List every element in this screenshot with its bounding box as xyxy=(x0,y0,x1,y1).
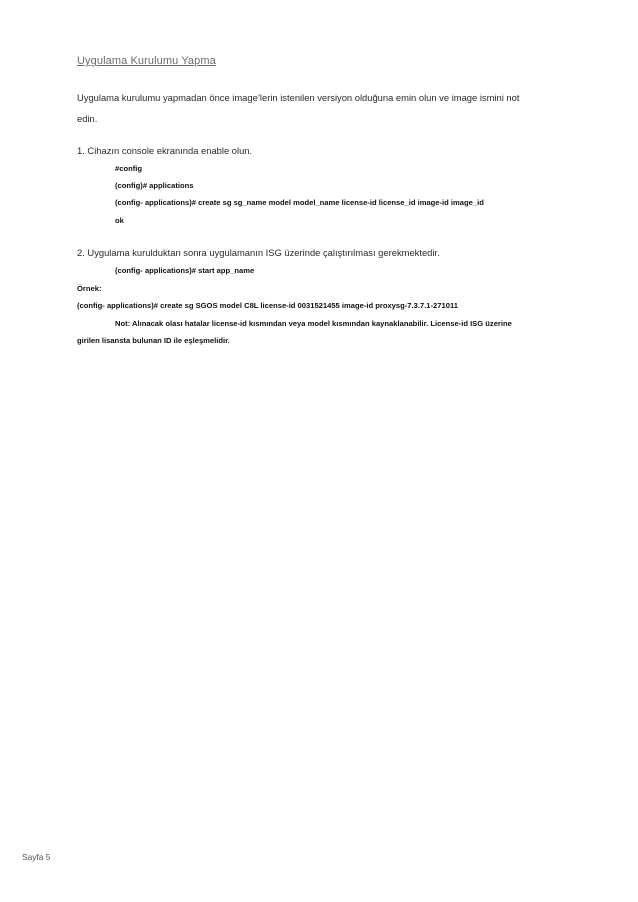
section-heading: Uygulama Kurulumu Yapma xyxy=(77,55,216,67)
page-number-footer: Sayfa 5 xyxy=(22,852,51,862)
example-label: Örnek: xyxy=(77,284,102,293)
step-2-text: 2. Uygulama kurulduktan sonra uygulamanın ISG üzerinde çalıştırılması gerekmektedir. xyxy=(77,247,440,258)
command-line: #config xyxy=(115,164,143,173)
command-line: (config- applications)# start app_name xyxy=(115,266,255,275)
command-line: (config- applications)# create sg sg_name model model_name license-id license_id image-id image_id xyxy=(115,198,484,207)
note-line-1: Not: Alınacak olası hatalar license-id kısmından veya model kısmından kaynaklanabilir. License-id ISG üzerine xyxy=(115,319,512,328)
intro-line-1: Uygulama kurulumu yapmadan önce image’lerin istenilen versiyon olduğuna emin olun ve image ismini not xyxy=(77,92,520,103)
command-line: (config)# applications xyxy=(115,181,194,190)
note-line-2: girilen lisansta bulunan ID ile eşleşmelidir. xyxy=(77,336,230,345)
step-1-text: 1. Cihazın console ekranında enable olun. xyxy=(77,145,253,156)
example-command: (config- applications)# create sg SGOS model C8L license-id 0031521455 image-id proxysg-7.3.7.1-271011 xyxy=(77,301,458,310)
command-line: ok xyxy=(115,216,124,225)
intro-line-2: edin. xyxy=(77,113,98,124)
